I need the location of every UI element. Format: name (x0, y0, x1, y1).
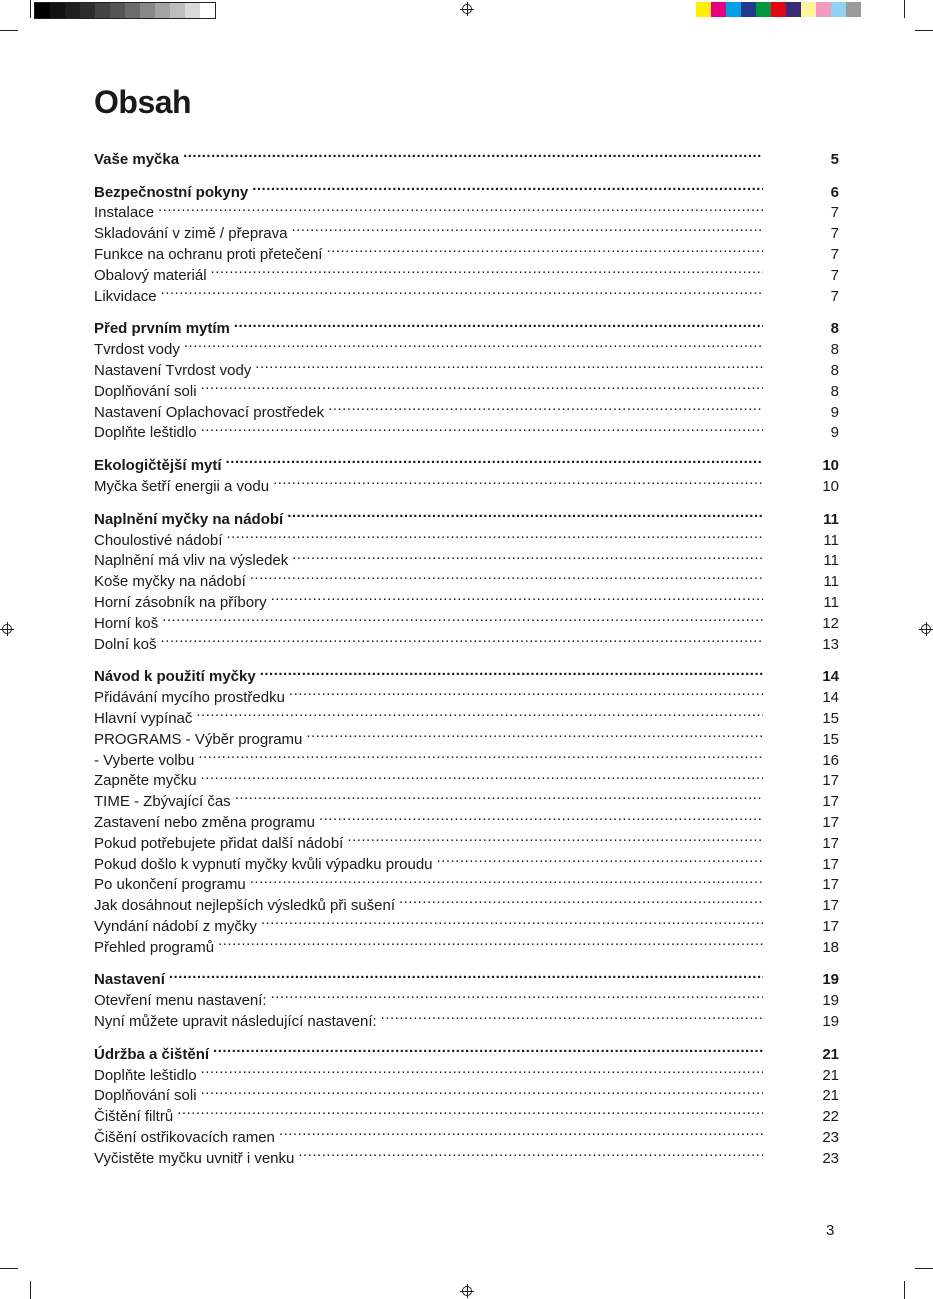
toc-section (94, 1038, 839, 1167)
toc-section (94, 143, 839, 168)
toc-entry-title: Nastavení Tvrdost vody (94, 361, 252, 379)
dot-leader (279, 1121, 763, 1142)
toc-section-heading[interactable] (94, 313, 839, 338)
registration-mark-right (921, 624, 931, 634)
toc-section-heading[interactable] (94, 964, 839, 989)
toc-entry-title: Nastavení (94, 971, 165, 989)
dot-leader (273, 470, 763, 491)
dot-leader (381, 1005, 763, 1026)
toc-section-heading[interactable] (94, 449, 839, 475)
toc-section-heading[interactable] (94, 1038, 839, 1063)
toc-entry-title: PROGRAMS - Výběr programu (94, 730, 303, 748)
toc-section (94, 449, 839, 495)
toc-section-heading[interactable] (94, 503, 839, 528)
toc-entry[interactable] (94, 984, 839, 1010)
toc-entry-page: 7 (830, 287, 839, 305)
toc-entry[interactable] (94, 417, 839, 442)
toc-entry-page: 14 (822, 689, 839, 707)
toc-entry-page: 8 (830, 361, 839, 379)
toc-entry[interactable] (94, 607, 839, 632)
dot-leader (271, 586, 763, 607)
toc-entry-page: 11 (823, 593, 839, 611)
dot-leader (319, 806, 763, 827)
toc-entry-title: Koše myčky na nádobí (94, 573, 246, 591)
page-title: Obsah (94, 84, 192, 120)
toc-entry-page: 16 (822, 751, 839, 769)
gray-swatch (170, 3, 185, 18)
toc-entry-title: Naplnění myčky na nádobí (94, 510, 284, 528)
toc-entry-title: Doplňte leštidlo (94, 424, 197, 442)
dot-leader (226, 449, 763, 470)
dot-leader (161, 628, 763, 649)
crop-mark (915, 30, 933, 31)
toc-entry-title: Čištění filtrů (94, 1108, 174, 1126)
toc-entry-title: Choulostivé nádobí (94, 531, 223, 549)
dot-leader (177, 1100, 763, 1121)
toc-entry[interactable] (94, 197, 839, 222)
toc-entry-page: 23 (822, 1149, 839, 1167)
toc-entry-title: Údržba a čištění (94, 1045, 210, 1063)
toc-entry-page: 21 (822, 1087, 839, 1105)
color-swatch (741, 2, 756, 17)
toc-entry-title: Doplňte leštidlo (94, 1066, 197, 1084)
dot-leader (218, 931, 763, 952)
toc-section-heading[interactable] (94, 143, 839, 168)
gray-swatch (200, 3, 215, 18)
color-swatch (816, 2, 831, 17)
toc-entry[interactable] (94, 375, 839, 400)
page-number: 3 (826, 1222, 835, 1239)
toc-entry-page: 5 (830, 150, 839, 168)
toc-entry[interactable] (94, 396, 839, 421)
dot-leader (287, 503, 763, 524)
dot-leader (201, 1080, 763, 1101)
gray-swatch (35, 3, 50, 18)
toc-entry-page: 11 (823, 573, 839, 591)
toc-entry[interactable] (94, 354, 839, 379)
toc-entry-title: Obalový materiál (94, 266, 207, 284)
dot-leader (291, 217, 763, 238)
toc-entry[interactable] (94, 1059, 839, 1084)
toc-section-heading[interactable] (94, 176, 839, 201)
toc-entry[interactable] (94, 280, 839, 305)
toc-entry-title: Přidávání mycího prostředku (94, 689, 285, 707)
dot-leader (260, 661, 763, 682)
toc-entry-page: 9 (830, 424, 839, 442)
toc-entry-title: Zapněte myčku (94, 772, 197, 790)
color-calibration-bar (696, 2, 861, 17)
toc-entry-page: 14 (822, 668, 839, 686)
dot-leader (252, 176, 763, 197)
crop-mark (904, 0, 905, 18)
toc-entry-title: TIME - Zbývající čas (94, 793, 231, 811)
gray-swatch (80, 3, 95, 18)
toc-entry-page: 11 (823, 531, 839, 549)
toc-entry-title: Horní koš (94, 614, 159, 632)
crop-mark (915, 1268, 933, 1269)
toc-entry-page: 22 (822, 1108, 839, 1126)
toc-entry-page: 17 (822, 897, 839, 915)
gray-swatch (110, 3, 125, 18)
toc-entry-page: 21 (822, 1045, 839, 1063)
toc-entry[interactable] (94, 1100, 839, 1126)
dot-leader (211, 259, 763, 280)
toc-entry[interactable] (94, 217, 839, 243)
dot-leader (183, 143, 763, 164)
toc-entry-title: Horní zásobník na příbory (94, 593, 267, 611)
dot-leader (255, 354, 763, 375)
toc-entry-page: 8 (830, 382, 839, 400)
toc-entry-title: Tvrdost vody (94, 341, 180, 359)
toc-entry-title: Vaše myčka (94, 150, 180, 168)
toc-entry-page: 17 (822, 834, 839, 852)
toc-entry-page: 17 (822, 813, 839, 831)
toc-entry-page: 9 (830, 403, 839, 421)
toc-entry[interactable] (94, 765, 839, 790)
toc-entry-page: 23 (822, 1129, 839, 1147)
toc-entry[interactable] (94, 744, 839, 769)
dot-leader (328, 396, 763, 417)
toc-entry-page: 7 (830, 266, 839, 284)
toc-entry-title: Dolní koš (94, 635, 157, 653)
toc-entry-title: Čišění ostřikovacích ramen (94, 1129, 275, 1147)
toc-entry-title: Likvidace (94, 287, 157, 305)
dot-leader (289, 681, 763, 702)
toc-section (94, 661, 839, 956)
dot-leader (306, 723, 763, 744)
grayscale-calibration-bar (34, 2, 216, 19)
toc-entry[interactable] (94, 723, 839, 748)
toc-entry-title: Pokud potřebujete přidat další nádobí (94, 834, 344, 852)
dot-leader (250, 565, 763, 586)
color-swatch (756, 2, 771, 17)
gray-swatch (125, 3, 140, 18)
color-swatch (696, 2, 711, 17)
dot-leader (201, 417, 763, 438)
dot-leader (326, 238, 763, 259)
dot-leader (347, 827, 763, 848)
dot-leader (298, 1142, 763, 1163)
toc-section (94, 964, 839, 1031)
toc-entry[interactable] (94, 628, 839, 653)
table-of-contents (94, 143, 839, 1175)
toc-entry-title: Přehled programů (94, 938, 215, 956)
toc-entry-page: 7 (830, 225, 839, 243)
registration-mark-top (462, 4, 472, 14)
toc-entry-page: 11 (823, 552, 839, 570)
dot-leader (235, 785, 763, 806)
toc-entry-page: 8 (830, 341, 839, 359)
dot-leader (158, 197, 763, 218)
toc-entry-page: 18 (822, 938, 839, 956)
crop-mark (0, 30, 18, 31)
color-swatch (801, 2, 816, 17)
toc-section (94, 503, 839, 653)
toc-entry-title: Nastavení Oplachovací prostředek (94, 403, 325, 421)
toc-entry-page: 13 (822, 635, 839, 653)
color-swatch (786, 2, 801, 17)
toc-entry-title: Instalace (94, 204, 155, 222)
toc-entry-title: Naplnění má vliv na výsledek (94, 552, 289, 570)
color-swatch (711, 2, 726, 17)
toc-entry-page: 19 (822, 992, 839, 1010)
gray-swatch (140, 3, 155, 18)
toc-entry-page: 11 (823, 510, 839, 528)
toc-entry-title: Vyndání nádobí z myčky (94, 917, 257, 935)
toc-entry-page: 6 (830, 183, 839, 201)
crop-mark (904, 1281, 905, 1299)
toc-entry-title: Vyčistěte myčku uvnitř i venku (94, 1149, 295, 1167)
toc-entry-title: - Vyberte volbu (94, 751, 195, 769)
color-swatch (831, 2, 846, 17)
dot-leader (399, 889, 763, 910)
toc-entry-page: 7 (830, 204, 839, 222)
dot-leader (169, 964, 763, 985)
dot-leader (162, 607, 763, 628)
toc-entry-page: 10 (822, 477, 839, 495)
toc-entry-page: 8 (830, 320, 839, 338)
toc-entry-title: Skladování v zimě / přeprava (94, 225, 288, 243)
toc-entry-title: Ekologičtější mytí (94, 457, 222, 475)
toc-entry-title: Bezpečnostní pokyny (94, 183, 249, 201)
toc-section (94, 176, 839, 305)
gray-swatch (95, 3, 110, 18)
toc-entry-page: 17 (822, 855, 839, 873)
dot-leader (437, 848, 763, 869)
toc-entry-page: 17 (822, 917, 839, 935)
dot-leader (271, 984, 763, 1005)
toc-entry-page: 10 (822, 457, 839, 475)
toc-entry-page: 21 (822, 1066, 839, 1084)
gray-swatch (185, 3, 200, 18)
toc-entry-page: 19 (822, 1013, 839, 1031)
gray-swatch (50, 3, 65, 18)
toc-entry-page: 15 (822, 709, 839, 727)
color-swatch (726, 2, 741, 17)
gray-swatch (65, 3, 80, 18)
dot-leader (213, 1038, 763, 1059)
toc-entry-page: 17 (822, 876, 839, 894)
toc-entry-title: Nyní můžete upravit následující nastavení: (94, 1013, 377, 1031)
dot-leader (201, 375, 763, 396)
toc-entry-title: Zastavení nebo změna programu (94, 813, 315, 831)
dot-leader (184, 333, 763, 354)
toc-entry-page: 7 (830, 245, 839, 263)
registration-mark-left (2, 624, 12, 634)
dot-leader (234, 313, 763, 334)
gray-swatch (155, 3, 170, 18)
dot-leader (226, 524, 763, 545)
dot-leader (261, 910, 763, 931)
toc-entry-title: Před prvním mytím (94, 320, 230, 338)
dot-leader (198, 744, 763, 765)
toc-entry-title: Otevření menu nastavení: (94, 992, 267, 1010)
toc-entry-page: 17 (822, 772, 839, 790)
toc-entry-title: Funkce na ochranu proti přetečení (94, 245, 323, 263)
toc-entry-title: Návod k použití myčky (94, 668, 256, 686)
toc-entry-title: Doplňování soli (94, 382, 197, 400)
dot-leader (201, 1059, 763, 1080)
toc-entry[interactable] (94, 702, 839, 727)
toc-entry[interactable] (94, 1121, 839, 1147)
toc-entry-title: Myčka šetří energii a vodu (94, 477, 270, 495)
toc-entry-page: 19 (822, 971, 839, 989)
toc-section (94, 313, 839, 442)
dot-leader (250, 869, 763, 890)
toc-entry-page: 12 (822, 614, 839, 632)
dot-leader (292, 545, 763, 566)
crop-mark (0, 1268, 18, 1269)
toc-entry-title: Pokud došlo k vypnutí myčky kvůli výpadku proudu (94, 855, 433, 873)
toc-entry-title: Po ukončení programu (94, 876, 246, 894)
dot-leader (196, 702, 763, 723)
toc-entry-title: Hlavní vypínač (94, 709, 193, 727)
toc-entry[interactable] (94, 333, 839, 359)
registration-mark-bottom (462, 1286, 472, 1296)
color-swatch (771, 2, 786, 17)
toc-section-heading[interactable] (94, 661, 839, 686)
crop-mark (30, 1281, 31, 1299)
dot-leader (161, 280, 763, 301)
toc-entry-page: 17 (822, 793, 839, 811)
toc-entry-title: Jak dosáhnout nejlepších výsledků při sušení (94, 897, 396, 915)
toc-entry[interactable] (94, 785, 839, 811)
crop-mark (30, 0, 31, 18)
toc-entry-title: Doplňování soli (94, 1087, 197, 1105)
dot-leader (201, 765, 763, 786)
toc-entry-page: 15 (822, 730, 839, 748)
toc-entry[interactable] (94, 1080, 839, 1105)
color-swatch (846, 2, 861, 17)
